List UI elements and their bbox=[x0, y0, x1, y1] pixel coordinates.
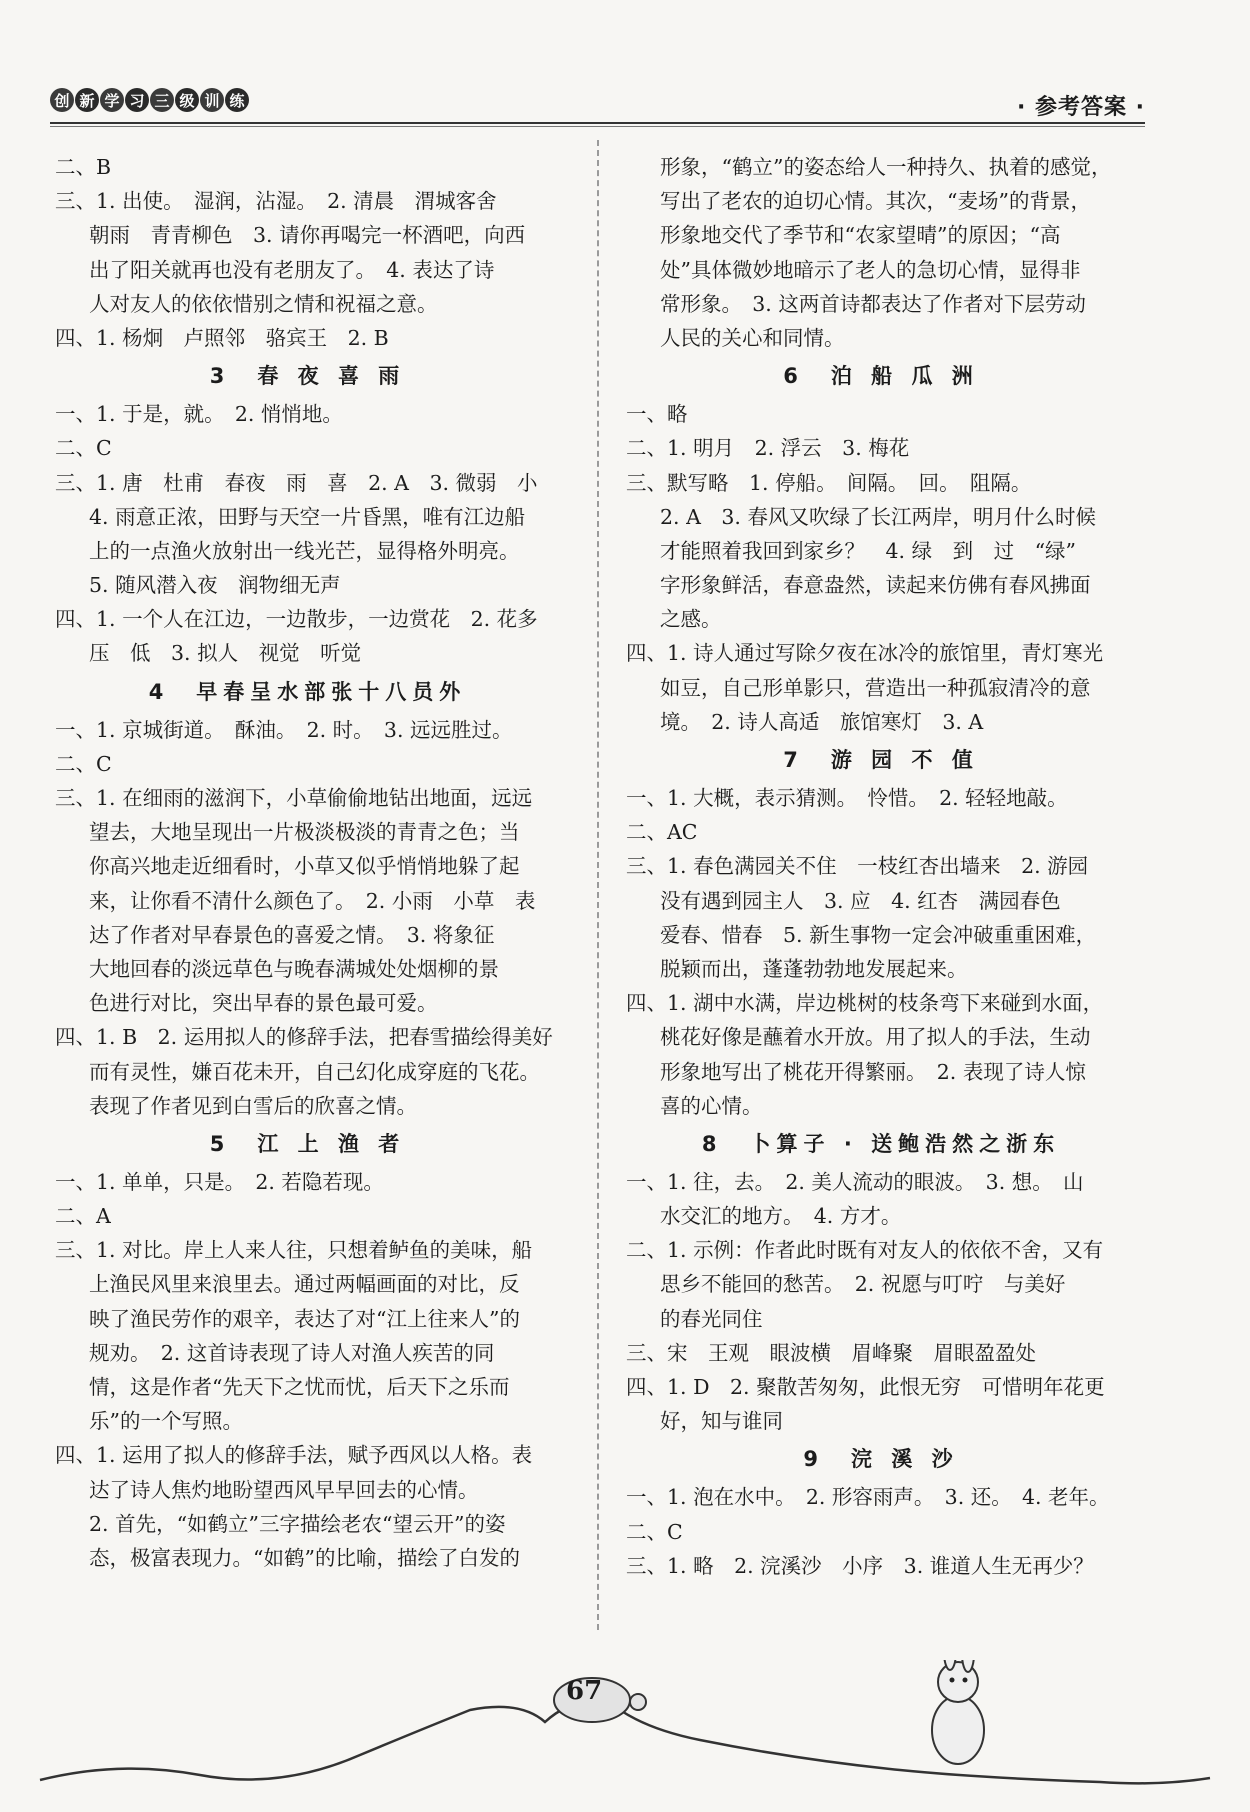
answer-line: 三、1. 对比。岸上人来人往，只想着鲈鱼的美味，船 bbox=[55, 1238, 533, 1263]
answer-line: 上渔民风里来浪里去。通过两幅画面的对比，反 bbox=[89, 1272, 520, 1297]
answer-line: 三、1. 唐 杜甫 春夜 雨 喜 2. A 3. 微弱 小 bbox=[55, 470, 538, 495]
answer-line: 情，这是作者“先天下之忧而忧，后天下之乐而 bbox=[89, 1375, 510, 1399]
answer-line: 如豆，自己形单影只，营造出一种孤寂清冷的意 bbox=[660, 675, 1091, 700]
answer-line: 乐”的一个写照。 bbox=[89, 1409, 243, 1434]
page-header bbox=[50, 82, 1145, 122]
rabbit-icon bbox=[932, 1660, 984, 1764]
turtle-head bbox=[630, 1694, 646, 1710]
answer-line: 规劝。 2. 这首诗表现了诗人对渔人疾苦的同 bbox=[89, 1340, 495, 1365]
answer-line: 而有灵性，嫌百花未开，自己幻化成穿庭的飞花。 bbox=[89, 1059, 540, 1084]
answer-line: 三、宋 王观 眼波横 眉峰聚 眉眼盈盈处 bbox=[626, 1340, 1036, 1365]
answer-line: 二、B bbox=[55, 155, 112, 179]
answer-line: 二、C bbox=[55, 436, 112, 461]
answer-line: 三、1. 在细雨的滋润下，小草偷偷地钻出地面，远远 bbox=[55, 786, 533, 810]
answer-line: 一、略 bbox=[626, 402, 688, 427]
logo-char: 学 bbox=[100, 88, 124, 112]
answer-line: 四、1. 杨炯 卢照邻 骆宾王 2. B bbox=[55, 325, 389, 350]
answer-line: 脱颖而出，蓬蓬勃勃地发展起来。 bbox=[660, 956, 968, 981]
section-title: 8 卜算子 · 送鲍浩然之浙东 bbox=[701, 1131, 1061, 1156]
answer-line: 来，让你看不清什么颜色了。 2. 小雨 小草 表 bbox=[89, 888, 536, 913]
answer-line: 三、1. 略 2. 浣溪沙 小序 3. 谁道人生无再少？ bbox=[626, 1553, 1094, 1578]
answer-line: 桃花好像是蘸着水开放。用了拟人的手法，生动 bbox=[660, 1025, 1091, 1050]
answer-line: 表现了作者见到白雪后的欣喜之情。 bbox=[89, 1093, 417, 1118]
logo-char: 练 bbox=[225, 88, 249, 112]
answer-line: 4. 雨意正浓，田野与天空一片昏黑，唯有江边船 bbox=[89, 504, 526, 529]
answer-line: 四、1. 诗人通过写除夕夜在冰冷的旅馆里，青灯寒光 bbox=[626, 641, 1104, 666]
logo-char: 新 bbox=[75, 88, 99, 112]
answer-label: · 参考答案 · bbox=[1016, 95, 1145, 120]
section-title: 4 早春呈水部张十八员外 bbox=[148, 679, 467, 704]
answer-line: 水交汇的地方。 4. 方才。 bbox=[660, 1204, 902, 1229]
answer-line: 映了渔民劳作的艰辛，表达了对“江上往来人”的 bbox=[89, 1306, 520, 1331]
answer-line: 字形象鲜活，春意盎然，读起来仿佛有春风拂面 bbox=[660, 573, 1091, 598]
answer-line: 人对友人的依依惜别之情和祝福之意。 bbox=[89, 291, 438, 316]
answer-line: 常形象。 3. 这两首诗都表达了作者对下层劳动 bbox=[660, 291, 1086, 316]
page-number: 67 bbox=[566, 1676, 603, 1706]
answer-line: 上的一点渔火放射出一线光芒，显得格外明亮。 bbox=[89, 538, 520, 563]
answer-line: 二、AC bbox=[626, 820, 698, 845]
answer-line: 形象，“鹤立”的姿态给人一种持久、执着的感觉， bbox=[660, 155, 1112, 179]
answer-line: 二、1. 示例：作者此时既有对友人的依依不舍，又有 bbox=[626, 1238, 1104, 1263]
answer-line: 之感。 bbox=[660, 607, 722, 632]
answer-line: 四、1. D 2. 聚散苦匆匆，此恨无穷 可惜明年花更 bbox=[626, 1375, 1105, 1399]
logo-char: 三 bbox=[150, 88, 174, 112]
header-rule-thin bbox=[50, 126, 1145, 127]
logo-char: 训 bbox=[200, 88, 224, 112]
answer-line: 二、A bbox=[55, 1204, 111, 1229]
answer-line: 望去，大地呈现出一片极淡极淡的青青之色；当 bbox=[89, 820, 520, 845]
answer-line: 三、1. 出使。 湿润，沾湿。 2. 清晨 渭城客舍 bbox=[55, 189, 497, 214]
header-rule bbox=[50, 122, 1145, 124]
section-title: 3 春 夜 喜 雨 bbox=[209, 364, 406, 389]
answer-line: 一、1. 大概，表示猜测。 怜惜。 2. 轻轻地敲。 bbox=[626, 786, 1068, 810]
answer-line: 5. 随风潜入夜 润物细无声 bbox=[89, 573, 341, 598]
answer-line: 三、默写略 1. 停船。 间隔。 回。 阻隔。 bbox=[626, 470, 1032, 495]
section-title: 7 游 园 不 值 bbox=[783, 748, 979, 772]
column-divider bbox=[597, 140, 599, 1630]
logo-char: 级 bbox=[175, 88, 199, 112]
answer-line: 朝雨 青青柳色 3. 请你再喝完一杯酒吧，向西 bbox=[89, 223, 526, 248]
logo-char: 创 bbox=[50, 88, 74, 112]
answer-line: 二、1. 明月 2. 浮云 3. 梅花 bbox=[626, 436, 910, 461]
answer-line: 二、C bbox=[55, 751, 112, 776]
answer-line: 一、1. 京城街道。 酥油。 2. 时。 3. 远远胜过。 bbox=[55, 717, 513, 742]
answer-line: 写出了老农的迫切心情。其次，“麦场”的背景， bbox=[660, 189, 1091, 214]
answer-line: 大地回春的淡远草色与晚春满城处处烟柳的景 bbox=[89, 956, 499, 981]
answer-line: 四、1. 湖中水满，岸边桃树的枝条弯下来碰到水面， bbox=[626, 991, 1104, 1016]
answer-line: 形象地交代了季节和“农家望晴”的原因；“高 bbox=[660, 223, 1061, 248]
footer-decoration bbox=[0, 1660, 1250, 1808]
answer-line: 二、C bbox=[626, 1519, 683, 1544]
logo-char: 习 bbox=[125, 88, 149, 112]
answer-line: 好，知与谁同 bbox=[660, 1409, 783, 1434]
answer-line: 处”具体微妙地暗示了老人的急切心情，显得非 bbox=[660, 257, 1081, 282]
answer-line: 达了作者对早春景色的喜爱之情。 3. 将象征 bbox=[89, 922, 495, 947]
series-logo bbox=[50, 88, 250, 112]
ground-line bbox=[40, 1702, 1210, 1783]
answer-line: 才能照着我回到家乡？ 4. 绿 到 过 “绿” bbox=[660, 538, 1077, 563]
answer-line: 形象地写出了桃花开得繁丽。 2. 表现了诗人惊 bbox=[660, 1059, 1086, 1084]
section-title: 5 江 上 渔 者 bbox=[209, 1131, 406, 1156]
answer-line: 一、1. 泡在水中。 2. 形容雨声。 3. 还。 4. 老年。 bbox=[626, 1485, 1110, 1510]
left-column bbox=[55, 150, 560, 1575]
answer-line: 你高兴地走近细看时，小草又似乎悄悄地躲了起 bbox=[89, 854, 520, 879]
answer-line: 没有遇到园主人 3. 应 4. 红杏 满园春色 bbox=[660, 888, 1061, 913]
answer-line: 2. A 3. 春风又吹绿了长江两岸，明月什么时候 bbox=[660, 504, 1096, 529]
answer-line: 人民的关心和同情。 bbox=[660, 325, 845, 350]
answer-line: 色进行对比，突出早春的景色最可爱。 bbox=[89, 991, 438, 1016]
answer-line: 压 低 3. 拟人 视觉 听觉 bbox=[89, 641, 362, 666]
answer-line: 思乡不能回的愁苦。 2. 祝愿与叮咛 与美好 bbox=[660, 1272, 1066, 1297]
answer-line: 达了诗人焦灼地盼望西风早早回去的心情。 bbox=[89, 1477, 479, 1502]
answer-line: 的春光同住 bbox=[660, 1306, 763, 1331]
answer-line: 爱春、惜春 5. 新生事物一定会冲破重重困难， bbox=[660, 922, 1097, 947]
right-column bbox=[626, 150, 1136, 1583]
answer-line: 四、1. B 2. 运用拟人的修辞手法，把春雪描绘得美好 bbox=[55, 1025, 553, 1050]
answer-line: 2. 首先，“如鹤立”三字描绘老农“望云开”的姿 bbox=[89, 1511, 506, 1536]
section-title: 6 泊 船 瓜 洲 bbox=[783, 364, 979, 389]
answer-line: 出了阳关就再也没有老朋友了。 4. 表达了诗 bbox=[89, 257, 495, 282]
answer-line: 三、1. 春色满园关不住 一枝红杏出墙来 2. 游园 bbox=[626, 854, 1089, 879]
page-footer bbox=[0, 1660, 1250, 1808]
answer-line: 境。 2. 诗人高适 旅馆寒灯 3. A bbox=[660, 709, 984, 734]
answer-line: 一、1. 往，去。 2. 美人流动的眼波。 3. 想。 山 bbox=[626, 1169, 1084, 1194]
answer-line: 四、1. 一个人在江边，一边散步，一边赏花 2. 花多 bbox=[55, 607, 538, 632]
answer-line: 一、1. 于是，就。 2. 悄悄地。 bbox=[55, 402, 343, 427]
answer-line: 喜的心情。 bbox=[660, 1093, 763, 1118]
answer-line: 一、1. 单单，只是。 2. 若隐若现。 bbox=[55, 1169, 384, 1194]
answer-line: 四、1. 运用了拟人的修辞手法，赋予西风以人格。表 bbox=[55, 1443, 533, 1468]
section-title: 9 浣 溪 沙 bbox=[803, 1447, 959, 1472]
answer-line: 态，极富表现力。“如鹤”的比喻，描绘了白发的 bbox=[89, 1545, 520, 1570]
